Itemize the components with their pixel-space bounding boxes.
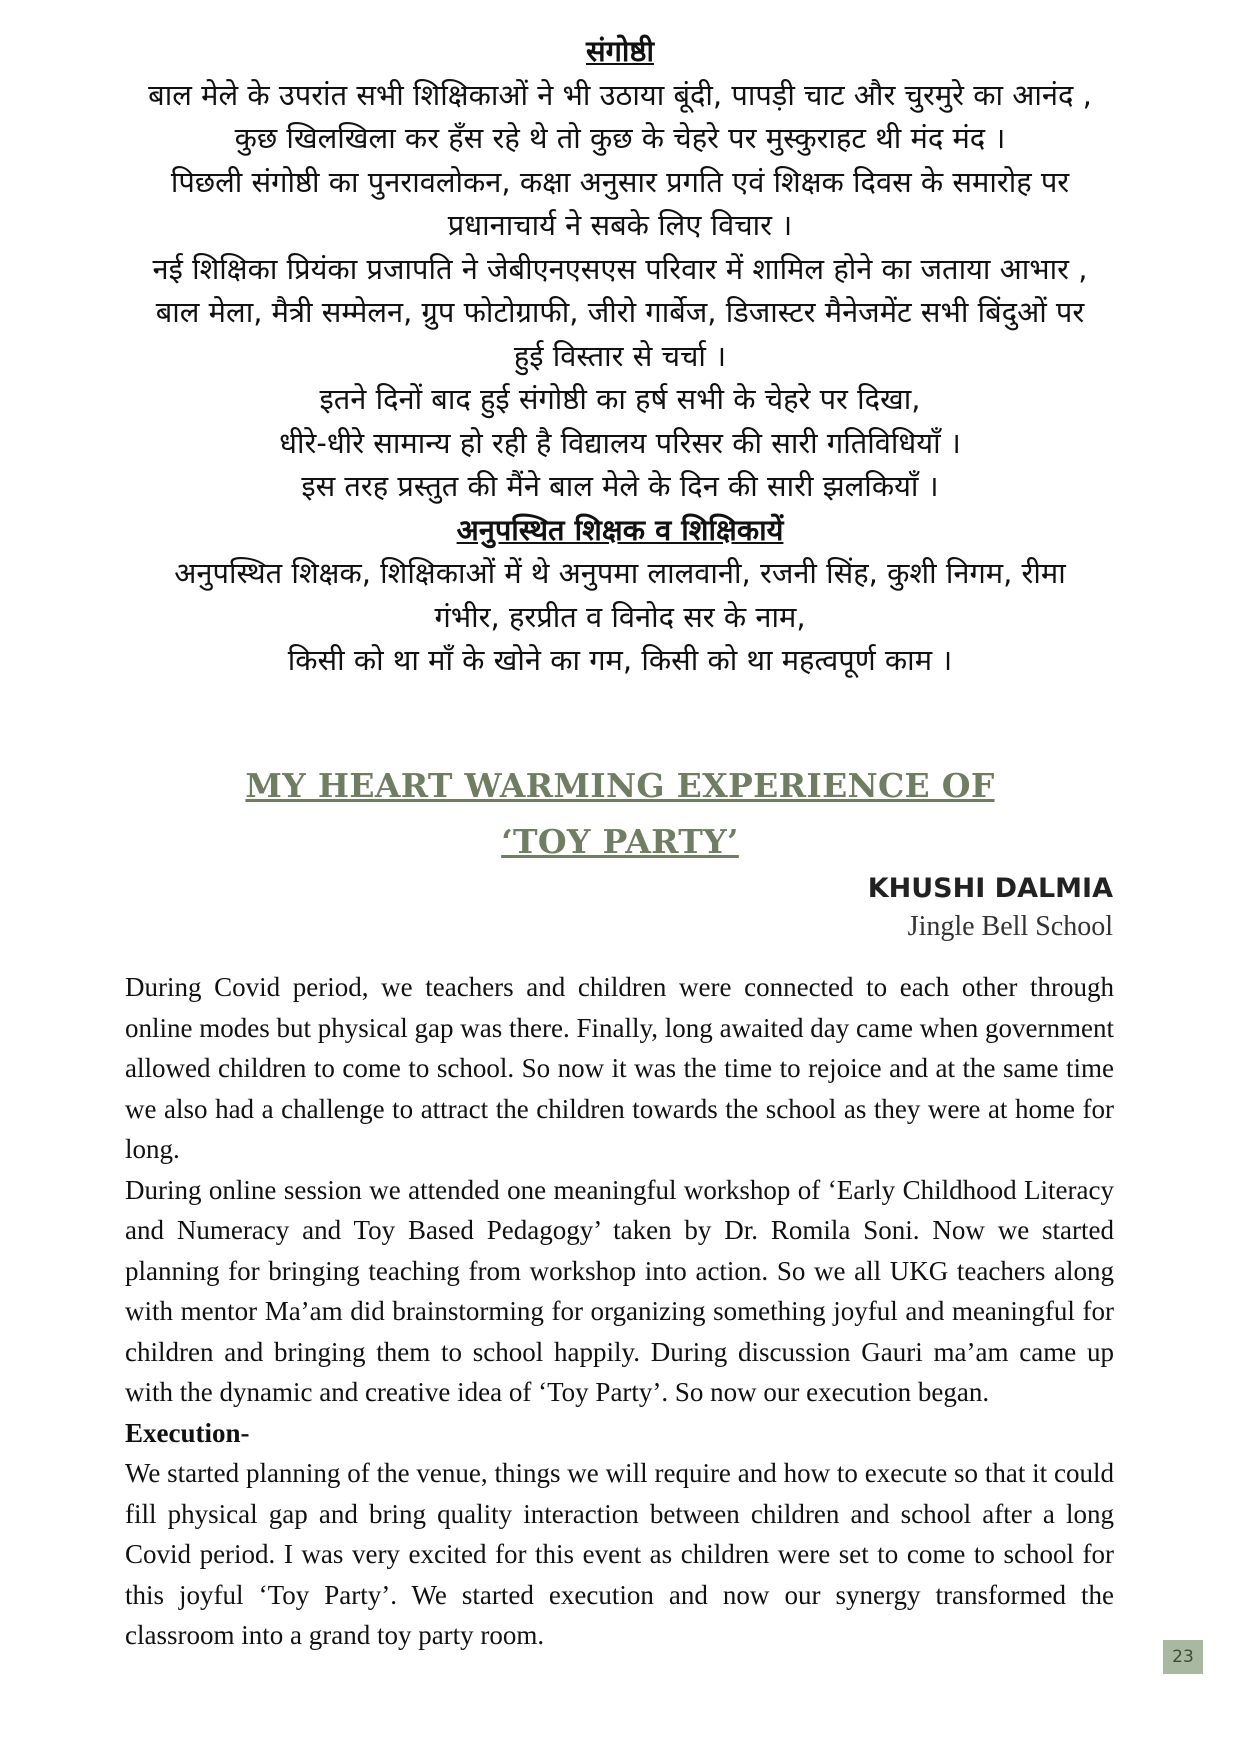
hindi-line: कुछ खिलखिला कर हँस रहे थे तो कुछ के चेहरे पर मुस्कुराहट थी मंद मंद । (234, 121, 1006, 155)
hindi-line: धीरे-धीरे सामान्य हो रही है विद्यालय परिसर की सारी गतिविधियाँ । (279, 425, 961, 460)
hindi-line: इतने दिनों बाद हुई संगोष्ठी का हर्ष सभी के चेहरे पर दिखा, (319, 382, 921, 416)
article-paragraph: During online session we attended one meaningful workshop of ‘Early Childhood Literacy and Numeracy and Toy Based Pedagogy’ taken by Dr. Romila Soni. Now we started planning for bringing teaching from workshop into action. So we all UKG teachers along with mentor Ma’am did brainstorming for organizing something joyful and meaningful for children and bringing them to school happily. During discussion Gauri ma’am came up with the dynamic and creative idea of ‘Toy Party’. So now our execution began. (125, 1174, 1114, 1407)
author-name: KHUSHI DALMIA (867, 873, 1113, 904)
hindi-subheading: अनुपस्थित शिक्षक व शिक्षिकायें (456, 512, 784, 547)
article-paragraph: We started planning of the venue, things we will require and how to execute so that it could fill physical gap and bring quality interaction between children and school after a long Covid period. I was very excited for this event as children were set to come to school for this joyful ‘Toy Party’. We started execution and now our synergy transformed the classroom into a grand toy party room. (125, 1458, 1114, 1650)
article-body (125, 967, 1114, 1656)
article-title (150, 758, 1090, 870)
hindi-line: अनुपस्थित शिक्षक, शिक्षिकाओं में थे अनुपमा लालवानी, रजनी सिंह, कुशी निगम, रीमा (174, 556, 1066, 590)
hindi-line: हुई विस्तार से चर्चा । (513, 338, 727, 373)
hindi-line: गंभीर, हरप्रीत व विनोद सर के नाम, (434, 599, 806, 634)
hindi-line: प्रधानाचार्य ने सबके लिए विचार । (447, 208, 793, 242)
hindi-line: नई शिक्षिका प्रियंका प्रजापति ने जेबीएनएसएस परिवार में शामिल होने का जताया आभार , (152, 251, 1088, 286)
hindi-line: किसी को था माँ के खोने का गम, किसी को था महत्वपूर्ण काम । (287, 643, 953, 677)
hindi-line: इस तरह प्रस्तुत की मैंने बाल मेले के दिन की सारी झलकियाँ । (301, 469, 939, 503)
hindi-heading: संगोष्ठी (585, 34, 655, 68)
author-block (868, 870, 1113, 946)
article-paragraph: During Covid period, we teachers and children were connected to each other through online modes but physical gap was there. Finally, long awaited day came when government allowed children to come to school. So now it was the time to rejoice and at the same time we also had a challenge to attract the children towards the school as they were at home for long. (125, 972, 1114, 1164)
author-school: Jingle Bell School (907, 911, 1113, 942)
hindi-section (110, 30, 1130, 683)
execution-heading: Execution- (125, 1417, 250, 1448)
article-title-line: MY HEART WARMING EXPERIENCE OF (245, 766, 995, 805)
hindi-line: बाल मेले के उपरांत सभी शिक्षिकाओं ने भी उठाया बूंदी, पापड़ी चाट और चुरमुरे का आनंद , (148, 77, 1092, 112)
hindi-line: बाल मेला, मैत्री सम्मेलन, ग्रुप फोटोग्राफी, जीरो गार्बेज, डिजास्टर मैनेजमेंट सभी बिंदुओं पर (155, 295, 1085, 329)
hindi-line: पिछली संगोष्ठी का पुनरावलोकन, कक्षा अनुसार प्रगति एवं शिक्षक दिवस के समारोह पर (170, 164, 1070, 199)
article-title-line: ‘TOY PARTY’ (501, 822, 739, 861)
page-number: 23 (1163, 1640, 1203, 1674)
